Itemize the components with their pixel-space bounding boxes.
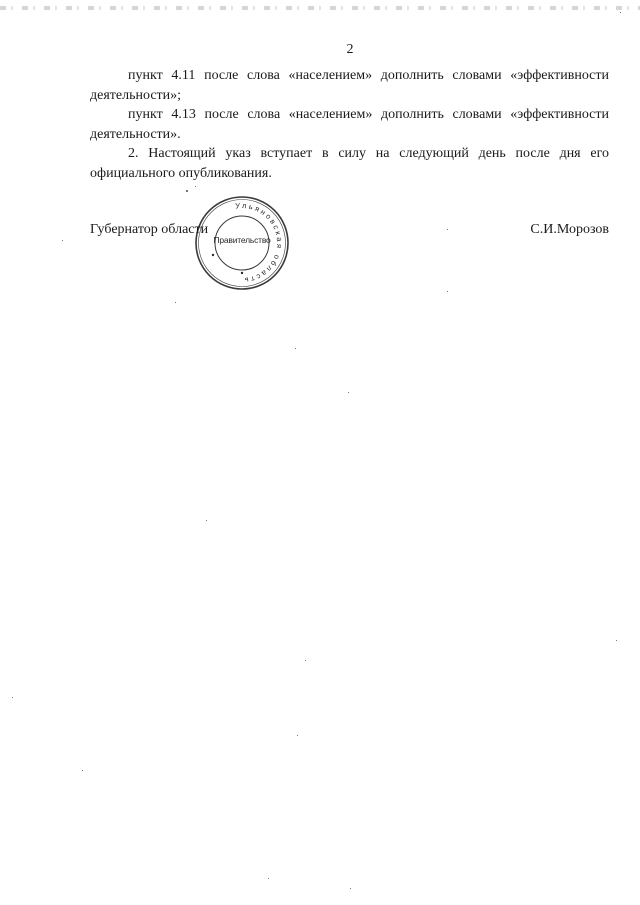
scan-speck xyxy=(305,660,306,661)
scan-speck xyxy=(620,12,621,13)
scan-speck xyxy=(206,520,207,521)
seal-ring-text: Ульяновская область xyxy=(234,200,285,286)
seal-center-text: Правительство xyxy=(213,235,271,245)
official-seal-stamp xyxy=(192,193,292,293)
scan-speck xyxy=(62,240,63,241)
paragraph-item-4-11: пункт 4.11 после слова «населением» дополнить словами «эффективности деятельности»; xyxy=(90,68,609,103)
scan-speck xyxy=(186,190,188,192)
signatory-name: С.И.Морозов xyxy=(530,222,609,237)
scan-speck xyxy=(297,735,298,736)
scan-speck xyxy=(447,229,448,230)
scan-edge-artifact xyxy=(0,6,640,10)
document-body xyxy=(90,66,609,183)
scan-speck xyxy=(82,770,83,771)
scan-speck xyxy=(616,640,617,641)
scan-speck xyxy=(348,392,349,393)
scan-speck xyxy=(350,888,351,889)
paragraph-item-4-13: пункт 4.13 после слова «населением» дополнить словами «эффективности деятельности». xyxy=(90,107,609,142)
scan-speck xyxy=(268,878,269,879)
scan-speck xyxy=(295,348,296,349)
scan-speck xyxy=(12,697,13,698)
scan-speck xyxy=(447,291,448,292)
scan-speck xyxy=(175,302,176,303)
paragraph-effective-date: 2. Настоящий указ вступает в силу на следующий день после дня его официального опубликования. xyxy=(90,146,609,181)
page-number: 2 xyxy=(346,42,354,57)
signature-block xyxy=(90,222,609,242)
scan-speck xyxy=(195,186,196,187)
signatory-title: Губернатор области xyxy=(90,222,209,237)
